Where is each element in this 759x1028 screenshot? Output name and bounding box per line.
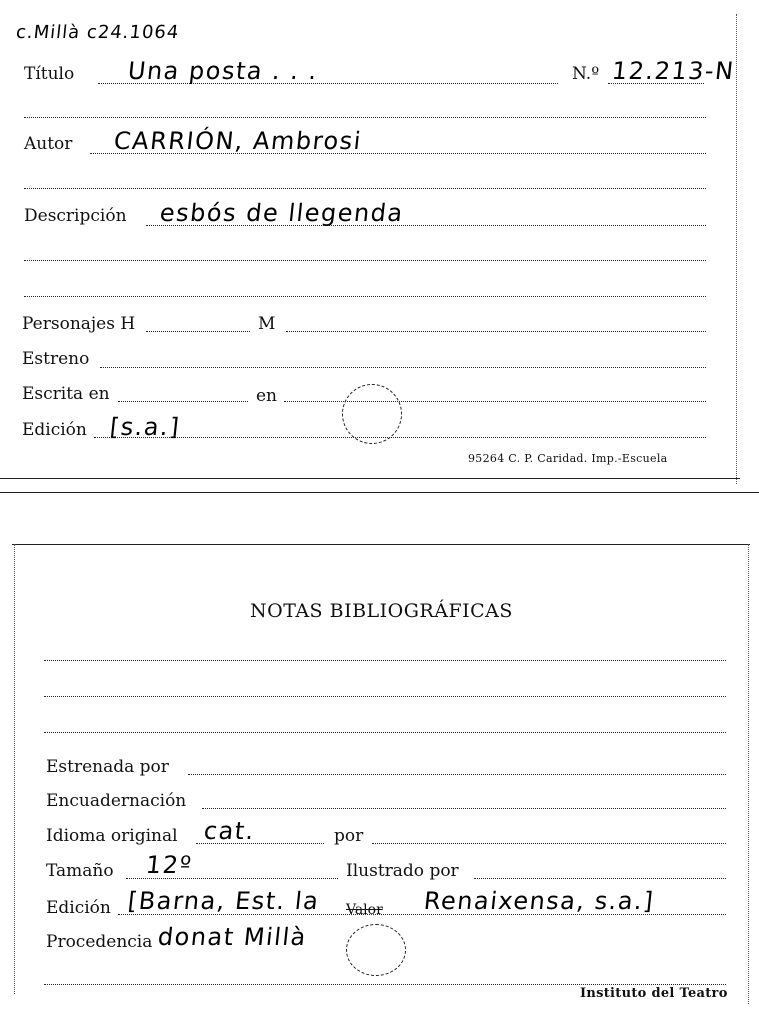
label-por: por bbox=[334, 826, 364, 846]
corner-note: c.Millà c24.1064 bbox=[14, 22, 181, 43]
institution-footer: Instituto del Teatro bbox=[580, 986, 728, 1001]
catalog-card-back bbox=[0, 538, 759, 1028]
procedencia-line-2 bbox=[44, 984, 726, 985]
printer-imprint: 95264 C. P. Caridad. Imp.-Escuela bbox=[468, 452, 668, 465]
estrenada-por-line bbox=[188, 774, 726, 775]
card-back-top-edge bbox=[12, 544, 750, 545]
catalog-card-front bbox=[0, 0, 759, 492]
notes-line-2 bbox=[44, 696, 726, 697]
personajes-h-line bbox=[146, 331, 250, 332]
label-procedencia: Procedencia bbox=[46, 932, 153, 952]
label-en: en bbox=[256, 386, 278, 406]
card-front-bottom-edge bbox=[0, 478, 740, 479]
numero-value: 12.213-N bbox=[610, 57, 737, 85]
page-divider bbox=[0, 492, 759, 493]
procedencia-value: donat Millà bbox=[156, 923, 309, 951]
label-edicion: Edición bbox=[22, 420, 87, 440]
por-line bbox=[372, 843, 726, 844]
edicion-back-value-a: [Barna, Est. la bbox=[126, 887, 321, 915]
edicion-line bbox=[94, 437, 706, 438]
card-front-right-edge bbox=[736, 14, 737, 484]
label-escrita-en: Escrita en bbox=[22, 384, 110, 404]
encuadernacion-line bbox=[202, 808, 726, 809]
autor-value: CARRIÓN, Ambrosi bbox=[112, 127, 364, 155]
descripcion-line-3 bbox=[24, 296, 706, 297]
label-edicion-back: Edición bbox=[46, 898, 111, 918]
notas-heading: NOTAS BIBLIOGRÁFICAS bbox=[250, 600, 513, 622]
label-numero: N.º bbox=[572, 64, 600, 84]
tamano-value: 12º bbox=[144, 851, 194, 879]
label-encuadernacion: Encuadernación bbox=[46, 791, 187, 811]
card-back-right-edge bbox=[748, 544, 749, 1004]
idioma-original-value: cat. bbox=[202, 817, 257, 845]
descripcion-value: esbós de llegenda bbox=[158, 199, 406, 227]
autor-line-2 bbox=[24, 188, 706, 189]
edicion-back-value-b: Renaixensa, s.a.] bbox=[422, 887, 656, 915]
edicion-value: [s.a.] bbox=[108, 413, 182, 441]
descripcion-line-2 bbox=[24, 260, 706, 261]
card-back-left-edge bbox=[14, 544, 15, 994]
ilustrado-por-line bbox=[474, 878, 726, 879]
ink-stamp-circle-back bbox=[346, 924, 406, 976]
label-tamano: Tamaño bbox=[46, 861, 114, 881]
label-idioma-original: Idioma original bbox=[46, 826, 178, 846]
escrita-en-line bbox=[118, 401, 248, 402]
label-estrenada-por: Estrenada por bbox=[46, 757, 169, 777]
edicion-back-strike: Valor bbox=[346, 902, 383, 918]
label-ilustrado-por: Ilustrado por bbox=[346, 861, 459, 881]
label-autor: Autor bbox=[24, 134, 73, 154]
notes-line-3 bbox=[44, 732, 726, 733]
label-estreno: Estreno bbox=[22, 349, 90, 369]
ink-stamp-circle bbox=[342, 384, 402, 444]
label-personajes-m: M bbox=[258, 314, 276, 334]
label-titulo: Título bbox=[24, 64, 75, 84]
estreno-line bbox=[100, 367, 706, 368]
personajes-m-line bbox=[286, 331, 706, 332]
label-personajes: Personajes H bbox=[22, 314, 136, 334]
titulo-line-2 bbox=[24, 117, 706, 118]
label-descripcion: Descripción bbox=[24, 206, 127, 226]
notes-line-1 bbox=[44, 660, 726, 661]
titulo-value: Una posta . . . bbox=[126, 57, 320, 85]
